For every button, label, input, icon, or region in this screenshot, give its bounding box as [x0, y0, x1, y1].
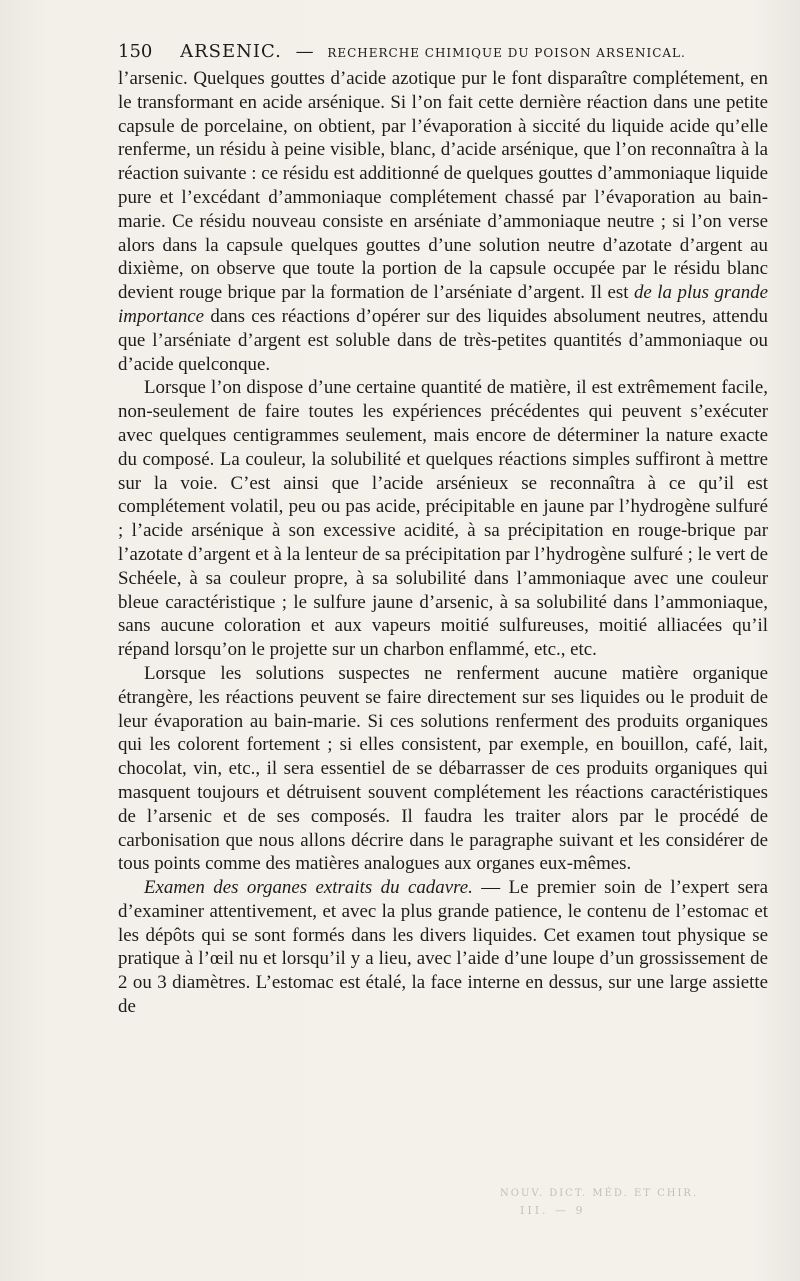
running-title: ARSENIC. — [180, 41, 282, 62]
page-number: 150 — [118, 41, 153, 62]
running-head — [118, 40, 768, 65]
paragraph-4-text: — Le premier soin de l’expert sera d’examiner attentivement, et avec la plus grande patience, le contenu de l’estomac et les dépôts qui se sont formés dans les divers liquides. Cet examen tout physique se pratique à l’œil nu et lorsqu’il y a lieu, avec l’aide d’une loupe d’un grossissement de 2 ou 3 diamètres. L’estomac est étalé, la face interne en dessus, sur une large assiette de — [118, 877, 768, 1018]
paragraph-1-text: l’arsenic. Quelques gouttes d’acide azotique pur le font disparaître complétement, en le transformant en acide arsénique. Si l’on fait cette dernière réaction dans une petite capsule de porcelaine, on obtient, par l’évaporation à siccité du liquide acide qu’elle renferme, un résidu à peine visible, blanc, d’acide arsénique, que l’on reconnaîtra à la réaction suivante : ce résidu est additionné de quelques gouttes d’ammoniaque liquide pure et l’excédant d’ammoniaque complétement chassé par l’évaporation au bain-marie. Ce résidu nouveau consiste en arséniate d’ammoniaque neutre ; si l’on verse alors dans la capsule quelques gouttes d’une solution neutre d’azotate d’argent au dixième, on observe que toute la portion de la capsule occupée par le résidu blanc devient rouge brique par la formation de l’arséniate d’argent. Il est — [118, 68, 768, 304]
body-text — [118, 67, 768, 1019]
section-heading: Examen des organes extraits du cadavre. — [144, 877, 473, 899]
running-dash: — — [295, 41, 314, 62]
paragraph-1 — [118, 67, 768, 376]
running-subtitle: RECHERCHE CHIMIQUE DU POISON ARSENICAL. — [327, 46, 686, 60]
paragraph-2: Lorsque l’on dispose d’une certaine quantité de matière, il est extrêmement facile, non-seulement de faire toutes les expériences précédentes qui peuvent s’exécuter avec quelques centigrammes seulement, mais encore de déterminer la nature exacte du composé. La couleur, la solubilité et quelques réactions simples suffiront à mettre sur la voie. C’est ainsi que l’acide arsénieux se reconnaîtra à ce qu’il est complétement volatil, peu ou pas acide, précipitable en jaune par l’hydrogène sulfuré ; l’acide arsénique à son excessive acidité, à sa précipitation en rouge-brique par l’azotate d’argent et à la lenteur de sa précipitation par l’hydrogène sulfuré ; le vert de Schéele, à sa couleur propre, à sa solubilité dans l’ammoniaque avec une couleur bleue caractéristique ; le sulfure jaune d’arsenic, à sa solubilité dans l’ammoniaque, sans aucune coloration et aux vapeurs moitié sulfureuses, moitié alliacées qu’il répand lorsqu’on le projette sur un charbon enflammé, etc., etc. — [118, 377, 768, 661]
paragraph-3: Lorsque les solutions suspectes ne renferment aucune matière organique étrangère, les réactions peuvent se faire directement sur ses liquides ou le produit de leur évaporation au bain-marie. Si ces solutions renferment des produits organiques qui les colorent fortement ; si elles consistent, par exemple, en bouillon, café, lait, chocolat, vin, etc., il sera essentiel de se débarrasser de ces produits organiques qui masquent toujours et détruisent souvent complétement les réactions caractéristiques de l’arsenic et de ses composés. Il faudra les traiter alors par le procédé de carbonisation que nous allons décrire dans le paragraphe suivant et les considérer de tous points comme des matières analogues aux organes eux-mêmes. — [118, 662, 768, 875]
bleed-through-footer: NOUV. DICT. MÉD. ET CHIR. — [500, 1188, 699, 1199]
paragraph-4 — [118, 876, 768, 1019]
paragraph-1-end: dans ces réactions d’opérer sur des liquides absolument neutres, attendu que l’arséniate d’argent est soluble dans de très-petites quantités d’ammoniaque ou d’acide quelconque. — [118, 305, 768, 375]
paragraph-1-italic: de la plus grande importance — [118, 282, 769, 327]
bleed-through-signature: III. — 9 — [520, 1204, 586, 1217]
